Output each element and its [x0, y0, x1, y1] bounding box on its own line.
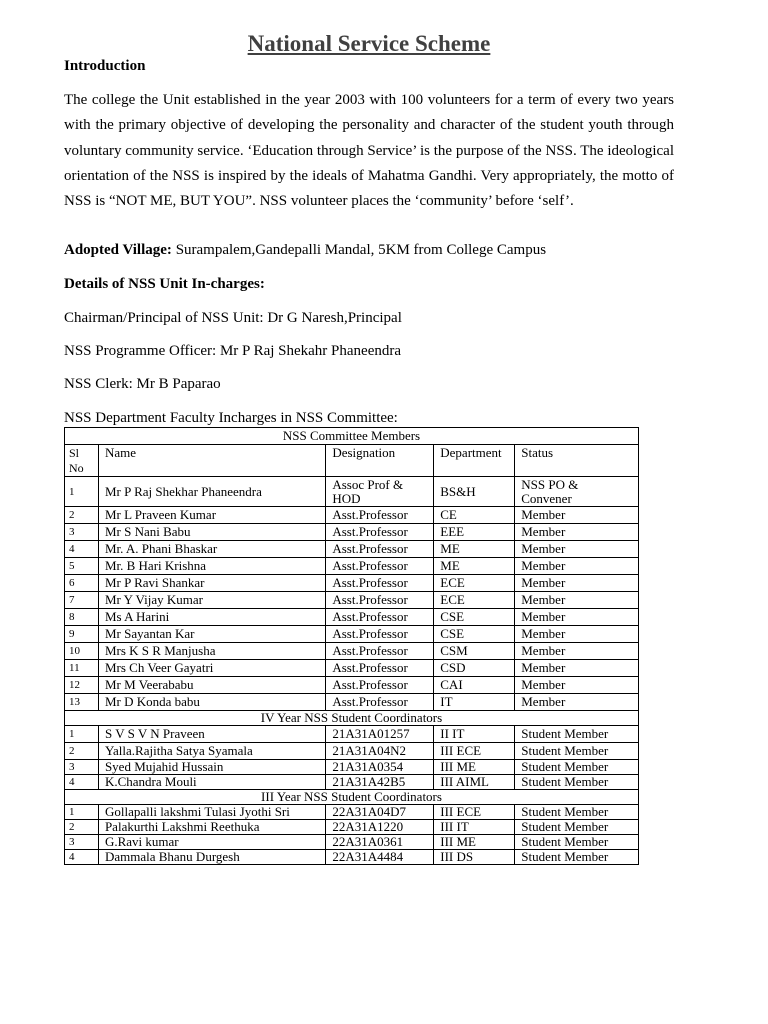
member-status: Member: [515, 592, 639, 609]
member-department: ECE: [434, 575, 515, 592]
member-row: [65, 643, 639, 660]
student-class: III ECE: [434, 743, 515, 760]
student-sl: 1: [65, 805, 99, 820]
clerk-line: NSS Clerk: Mr B Paparao: [64, 376, 221, 392]
member-status: Member: [515, 660, 639, 677]
member-designation: Asst.Professor: [326, 660, 434, 677]
member-row: [65, 609, 639, 626]
member-status: Member: [515, 677, 639, 694]
member-status: Member: [515, 626, 639, 643]
member-name: Mr Sayantan Kar: [98, 626, 325, 643]
member-status: Member: [515, 643, 639, 660]
student-sl: 3: [65, 760, 99, 775]
student-row: [65, 775, 639, 790]
faculty-caption: NSS Department Faculty Incharges in NSS Committee:: [64, 410, 398, 426]
member-designation: Asst.Professor: [326, 575, 434, 592]
member-department: ME: [434, 558, 515, 575]
student-row: [65, 805, 639, 820]
member-designation: Asst.Professor: [326, 541, 434, 558]
header-status: Status: [515, 445, 639, 477]
adopted-village-label: Adopted Village:: [64, 242, 172, 258]
member-department: CSE: [434, 609, 515, 626]
student-name: Gollapalli lakshmi Tulasi Jyothi Sri: [98, 805, 325, 820]
student-roll-number: 22A31A04D7: [326, 805, 434, 820]
table-header-row: [65, 445, 639, 477]
member-designation: Asst.Professor: [326, 592, 434, 609]
member-status: Member: [515, 541, 639, 558]
student-status: Student Member: [515, 726, 639, 743]
student-sl: 3: [65, 835, 99, 850]
introduction-heading: Introduction: [64, 58, 146, 74]
student-status: Student Member: [515, 775, 639, 790]
member-name: Mr D Konda babu: [98, 694, 325, 711]
header-department: Department: [434, 445, 515, 477]
student-roll-number: 21A31A0354: [326, 760, 434, 775]
member-status: Member: [515, 507, 639, 524]
iii-year-title-row: [65, 790, 639, 805]
student-class: III AIML: [434, 775, 515, 790]
iv-year-title: IV Year NSS Student Coordinators: [65, 711, 639, 726]
member-status: Member: [515, 694, 639, 711]
student-name: S V S V N Praveen: [98, 726, 325, 743]
student-status: Student Member: [515, 760, 639, 775]
student-sl: 4: [65, 775, 99, 790]
student-class: III ME: [434, 760, 515, 775]
member-designation: Assoc Prof & HOD: [326, 477, 434, 507]
member-row: [65, 558, 639, 575]
member-row: [65, 541, 639, 558]
student-roll-number: 21A31A01257: [326, 726, 434, 743]
member-designation: Asst.Professor: [326, 558, 434, 575]
member-department: CSD: [434, 660, 515, 677]
student-roll-number: 21A31A04N2: [326, 743, 434, 760]
member-row: [65, 507, 639, 524]
member-row: [65, 477, 639, 507]
member-sl: 12: [65, 677, 99, 694]
member-sl: 9: [65, 626, 99, 643]
student-sl: 4: [65, 850, 99, 865]
member-name: Mr Y Vijay Kumar: [98, 592, 325, 609]
member-designation: Asst.Professor: [326, 524, 434, 541]
student-class: III ME: [434, 835, 515, 850]
page-title: National Service Scheme: [247, 31, 491, 56]
member-name: Mr. A. Phani Bhaskar: [98, 541, 325, 558]
member-row: [65, 660, 639, 677]
member-sl: 1: [65, 477, 99, 507]
iv-year-title-row: [65, 711, 639, 726]
member-row: [65, 677, 639, 694]
student-class: III IT: [434, 820, 515, 835]
student-roll-number: 22A31A4484: [326, 850, 434, 865]
member-name: Mr L Praveen Kumar: [98, 507, 325, 524]
student-status: Student Member: [515, 820, 639, 835]
member-sl: 4: [65, 541, 99, 558]
member-name: Mrs Ch Veer Gayatri: [98, 660, 325, 677]
member-department: CSM: [434, 643, 515, 660]
member-sl: 13: [65, 694, 99, 711]
member-row: [65, 694, 639, 711]
member-designation: Asst.Professor: [326, 677, 434, 694]
member-department: ECE: [434, 592, 515, 609]
student-roll-number: 22A31A0361: [326, 835, 434, 850]
member-department: EEE: [434, 524, 515, 541]
member-row: [65, 592, 639, 609]
student-name: G.Ravi kumar: [98, 835, 325, 850]
member-row: [65, 626, 639, 643]
student-sl: 2: [65, 820, 99, 835]
student-sl: 2: [65, 743, 99, 760]
iii-year-title: III Year NSS Student Coordinators: [65, 790, 639, 805]
member-sl: 11: [65, 660, 99, 677]
header-sl: Sl No: [65, 445, 99, 477]
member-department: CSE: [434, 626, 515, 643]
member-designation: Asst.Professor: [326, 694, 434, 711]
member-department: CAI: [434, 677, 515, 694]
member-sl: 8: [65, 609, 99, 626]
member-status: NSS PO & Convener: [515, 477, 639, 507]
student-row: [65, 835, 639, 850]
member-name: Mr. B Hari Krishna: [98, 558, 325, 575]
member-status: Member: [515, 524, 639, 541]
student-name: K.Chandra Mouli: [98, 775, 325, 790]
student-name: Yalla.Rajitha Satya Syamala: [98, 743, 325, 760]
student-row: [65, 850, 639, 865]
member-status: Member: [515, 575, 639, 592]
member-name: Mrs K S R Manjusha: [98, 643, 325, 660]
member-designation: Asst.Professor: [326, 507, 434, 524]
member-sl: 10: [65, 643, 99, 660]
adopted-village-line: [64, 242, 546, 259]
member-designation: Asst.Professor: [326, 643, 434, 660]
student-row: [65, 743, 639, 760]
student-status: Student Member: [515, 835, 639, 850]
chairman-line: Chairman/Principal of NSS Unit: Dr G Naresh,Principal: [64, 310, 402, 326]
header-designation: Designation: [326, 445, 434, 477]
member-row: [65, 524, 639, 541]
committee-title: NSS Committee Members: [65, 428, 639, 445]
student-row: [65, 726, 639, 743]
member-name: Ms A Harini: [98, 609, 325, 626]
member-department: IT: [434, 694, 515, 711]
student-status: Student Member: [515, 850, 639, 865]
member-name: Mr P Ravi Shankar: [98, 575, 325, 592]
member-sl: 7: [65, 592, 99, 609]
member-sl: 6: [65, 575, 99, 592]
member-department: BS&H: [434, 477, 515, 507]
student-class: III ECE: [434, 805, 515, 820]
member-designation: Asst.Professor: [326, 626, 434, 643]
programme-officer-line: NSS Programme Officer: Mr P Raj Shekahr Phaneendra: [64, 343, 402, 359]
nss-committee-table: [64, 427, 639, 865]
member-department: ME: [434, 541, 515, 558]
student-roll-number: 21A31A42B5: [326, 775, 434, 790]
member-designation: Asst.Professor: [326, 609, 434, 626]
member-status: Member: [515, 609, 639, 626]
student-status: Student Member: [515, 743, 639, 760]
adopted-village-value: Surampalem,Gandepalli Mandal, 5KM from College Campus: [171, 242, 547, 258]
header-name: Name: [98, 445, 325, 477]
student-name: Syed Mujahid Hussain: [98, 760, 325, 775]
student-status: Student Member: [515, 805, 639, 820]
student-roll-number: 22A31A1220: [326, 820, 434, 835]
student-class: III DS: [434, 850, 515, 865]
member-name: Mr P Raj Shekhar Phaneendra: [98, 477, 325, 507]
student-row: [65, 820, 639, 835]
member-sl: 5: [65, 558, 99, 575]
member-sl: 2: [65, 507, 99, 524]
member-row: [65, 575, 639, 592]
member-status: Member: [515, 558, 639, 575]
student-class: II IT: [434, 726, 515, 743]
student-name: Palakurthi Lakshmi Reethuka: [98, 820, 325, 835]
student-row: [65, 760, 639, 775]
student-name: Dammala Bhanu Durgesh: [98, 850, 325, 865]
member-department: CE: [434, 507, 515, 524]
committee-title-row: [65, 428, 639, 445]
student-sl: 1: [65, 726, 99, 743]
incharges-heading: Details of NSS Unit In-charges:: [64, 276, 265, 292]
member-name: Mr S Nani Babu: [98, 524, 325, 541]
member-sl: 3: [65, 524, 99, 541]
member-name: Mr M Veerababu: [98, 677, 325, 694]
introduction-paragraph: The college the Unit established in the year 2003 with 100 volunteers for a term of every two years with the primary objective of developing the personality and character of the student youth through voluntary community service. ‘Education through Service’ is the purpose of the NSS. The ideological orientation of the NSS is inspired by the ideals of Mahatma Gandhi. Very appropriately, the motto of NSS is “NOT ME, BUT YOU”. NSS volunteer places the ‘community’ before ‘self’.: [64, 92, 674, 210]
